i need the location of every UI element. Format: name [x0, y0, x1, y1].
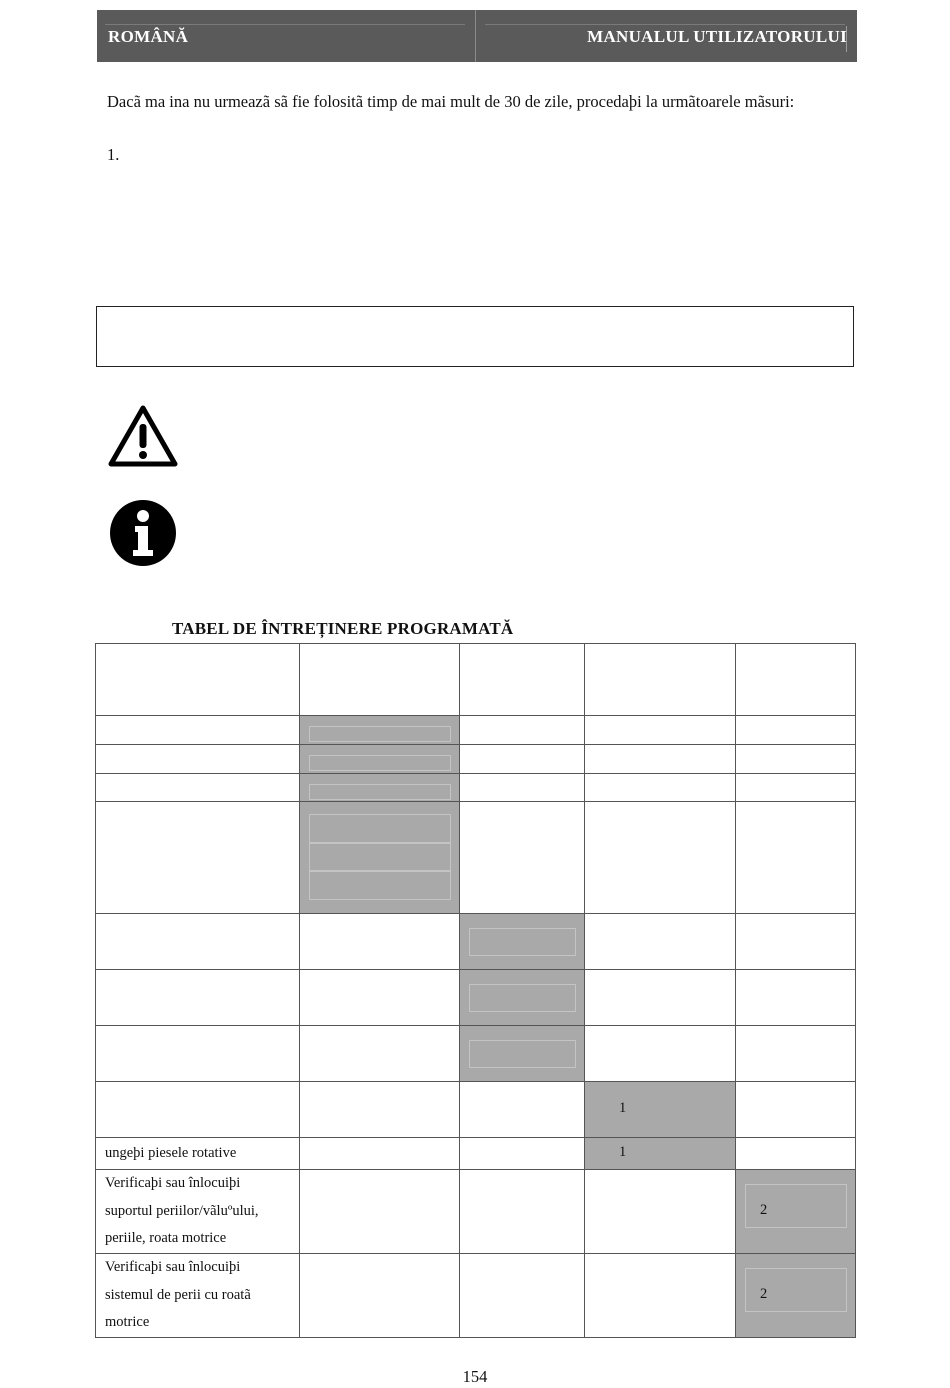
cell-inner-frame	[469, 928, 576, 956]
cell-inner-frame	[309, 842, 451, 872]
interval-cell	[584, 801, 736, 914]
table-header-cell	[584, 643, 736, 716]
table-header-cell	[459, 643, 585, 716]
interval-cell	[584, 773, 736, 802]
cell-inner-frame	[309, 870, 451, 900]
maintenance-table	[95, 643, 855, 1337]
interval-cell	[459, 744, 585, 774]
interval-cell	[584, 969, 736, 1026]
interval-cell	[735, 744, 856, 774]
task-label: Verificaþi sau înlocuiþi sistemul de perii cu roatã motrice	[105, 1259, 251, 1330]
interval-cell	[584, 913, 736, 970]
interval-cell	[459, 1253, 585, 1338]
interval-cell	[299, 1081, 460, 1138]
interval-cell	[459, 1169, 585, 1254]
interval-cell	[459, 1081, 585, 1138]
task-label-cell	[95, 1169, 300, 1254]
interval-cell	[735, 1081, 856, 1138]
page-header	[97, 10, 857, 62]
cell-inner-frame	[309, 814, 451, 844]
interval-marked-cell	[459, 913, 585, 970]
interval-cell	[459, 801, 585, 914]
interval-cell	[459, 1137, 585, 1170]
interval-cell	[735, 1137, 856, 1170]
interval-cell	[459, 715, 585, 745]
table-header-cell	[95, 643, 300, 716]
interval-cell	[459, 773, 585, 802]
interval-cell	[584, 1025, 736, 1082]
task-label-cell	[95, 1137, 300, 1170]
interval-cell	[584, 1253, 736, 1338]
interval-marked-cell	[459, 969, 585, 1026]
cell-inner-frame	[309, 726, 451, 742]
task-label: ungeþi piesele rotative	[105, 1145, 237, 1161]
interval-note-number: 1	[619, 1144, 627, 1160]
header-manual-title: MANUALUL UTILIZATORULUI	[587, 27, 847, 46]
interval-note-number: 2	[760, 1286, 768, 1302]
interval-marked-cell	[735, 1253, 856, 1338]
interval-cell	[735, 773, 856, 802]
interval-cell	[584, 744, 736, 774]
header-divider	[475, 10, 476, 62]
interval-cell	[299, 1025, 460, 1082]
task-label-cell	[95, 1025, 300, 1082]
note-box	[96, 306, 854, 367]
interval-cell	[735, 969, 856, 1026]
header-rule-left	[105, 24, 465, 25]
interval-marked-cell	[299, 744, 460, 774]
task-label-cell	[95, 969, 300, 1026]
interval-cell	[735, 1025, 856, 1082]
task-label: Verificaþi sau înlocuiþi suportul periilor/vãluºului, periile, roata motrice	[105, 1175, 259, 1246]
interval-cell	[299, 1137, 460, 1170]
cell-inner-frame	[469, 1040, 576, 1068]
info-circle-icon	[108, 498, 178, 568]
task-label-cell	[95, 715, 300, 745]
header-rule-right	[485, 24, 845, 25]
interval-cell	[299, 913, 460, 970]
interval-cell	[584, 715, 736, 745]
interval-marked-cell	[299, 801, 460, 914]
header-language: ROMÂNĂ	[108, 27, 189, 46]
interval-marked-cell	[299, 773, 460, 802]
interval-cell	[299, 1169, 460, 1254]
interval-marked-cell	[459, 1025, 585, 1082]
step-number: 1.	[107, 145, 120, 164]
cell-inner-frame	[469, 984, 576, 1012]
interval-cell	[299, 1253, 460, 1338]
interval-marked-cell	[735, 1169, 856, 1254]
page-number: 154	[462, 1367, 488, 1386]
intro-paragraph: Dacã ma ina nu urmeazã sã fie folositã timp de mai mult de 30 de zile, procedaþi la urmãtoarele mãsuri:	[107, 92, 795, 111]
interval-note-number: 1	[619, 1100, 627, 1116]
interval-cell	[584, 1169, 736, 1254]
interval-cell	[735, 801, 856, 914]
cell-inner-frame	[309, 755, 451, 771]
table-header-cell	[735, 643, 856, 716]
cell-inner-frame	[309, 784, 451, 800]
interval-cell	[735, 715, 856, 745]
task-label-cell	[95, 1253, 300, 1338]
table-header-cell	[299, 643, 460, 716]
task-label-cell	[95, 801, 300, 914]
interval-marked-cell	[299, 715, 460, 745]
task-label-cell	[95, 913, 300, 970]
interval-note-number: 2	[760, 1202, 768, 1218]
interval-marked-cell	[584, 1137, 736, 1170]
interval-cell	[299, 969, 460, 1026]
task-label-cell	[95, 773, 300, 802]
interval-cell	[735, 913, 856, 970]
warning-triangle-icon	[107, 404, 179, 468]
table-title: TABEL DE ÎNTREȚINERE PROGRAMATĂ	[172, 619, 514, 638]
interval-marked-cell	[584, 1081, 736, 1138]
task-label-cell	[95, 1081, 300, 1138]
task-label-cell	[95, 744, 300, 774]
